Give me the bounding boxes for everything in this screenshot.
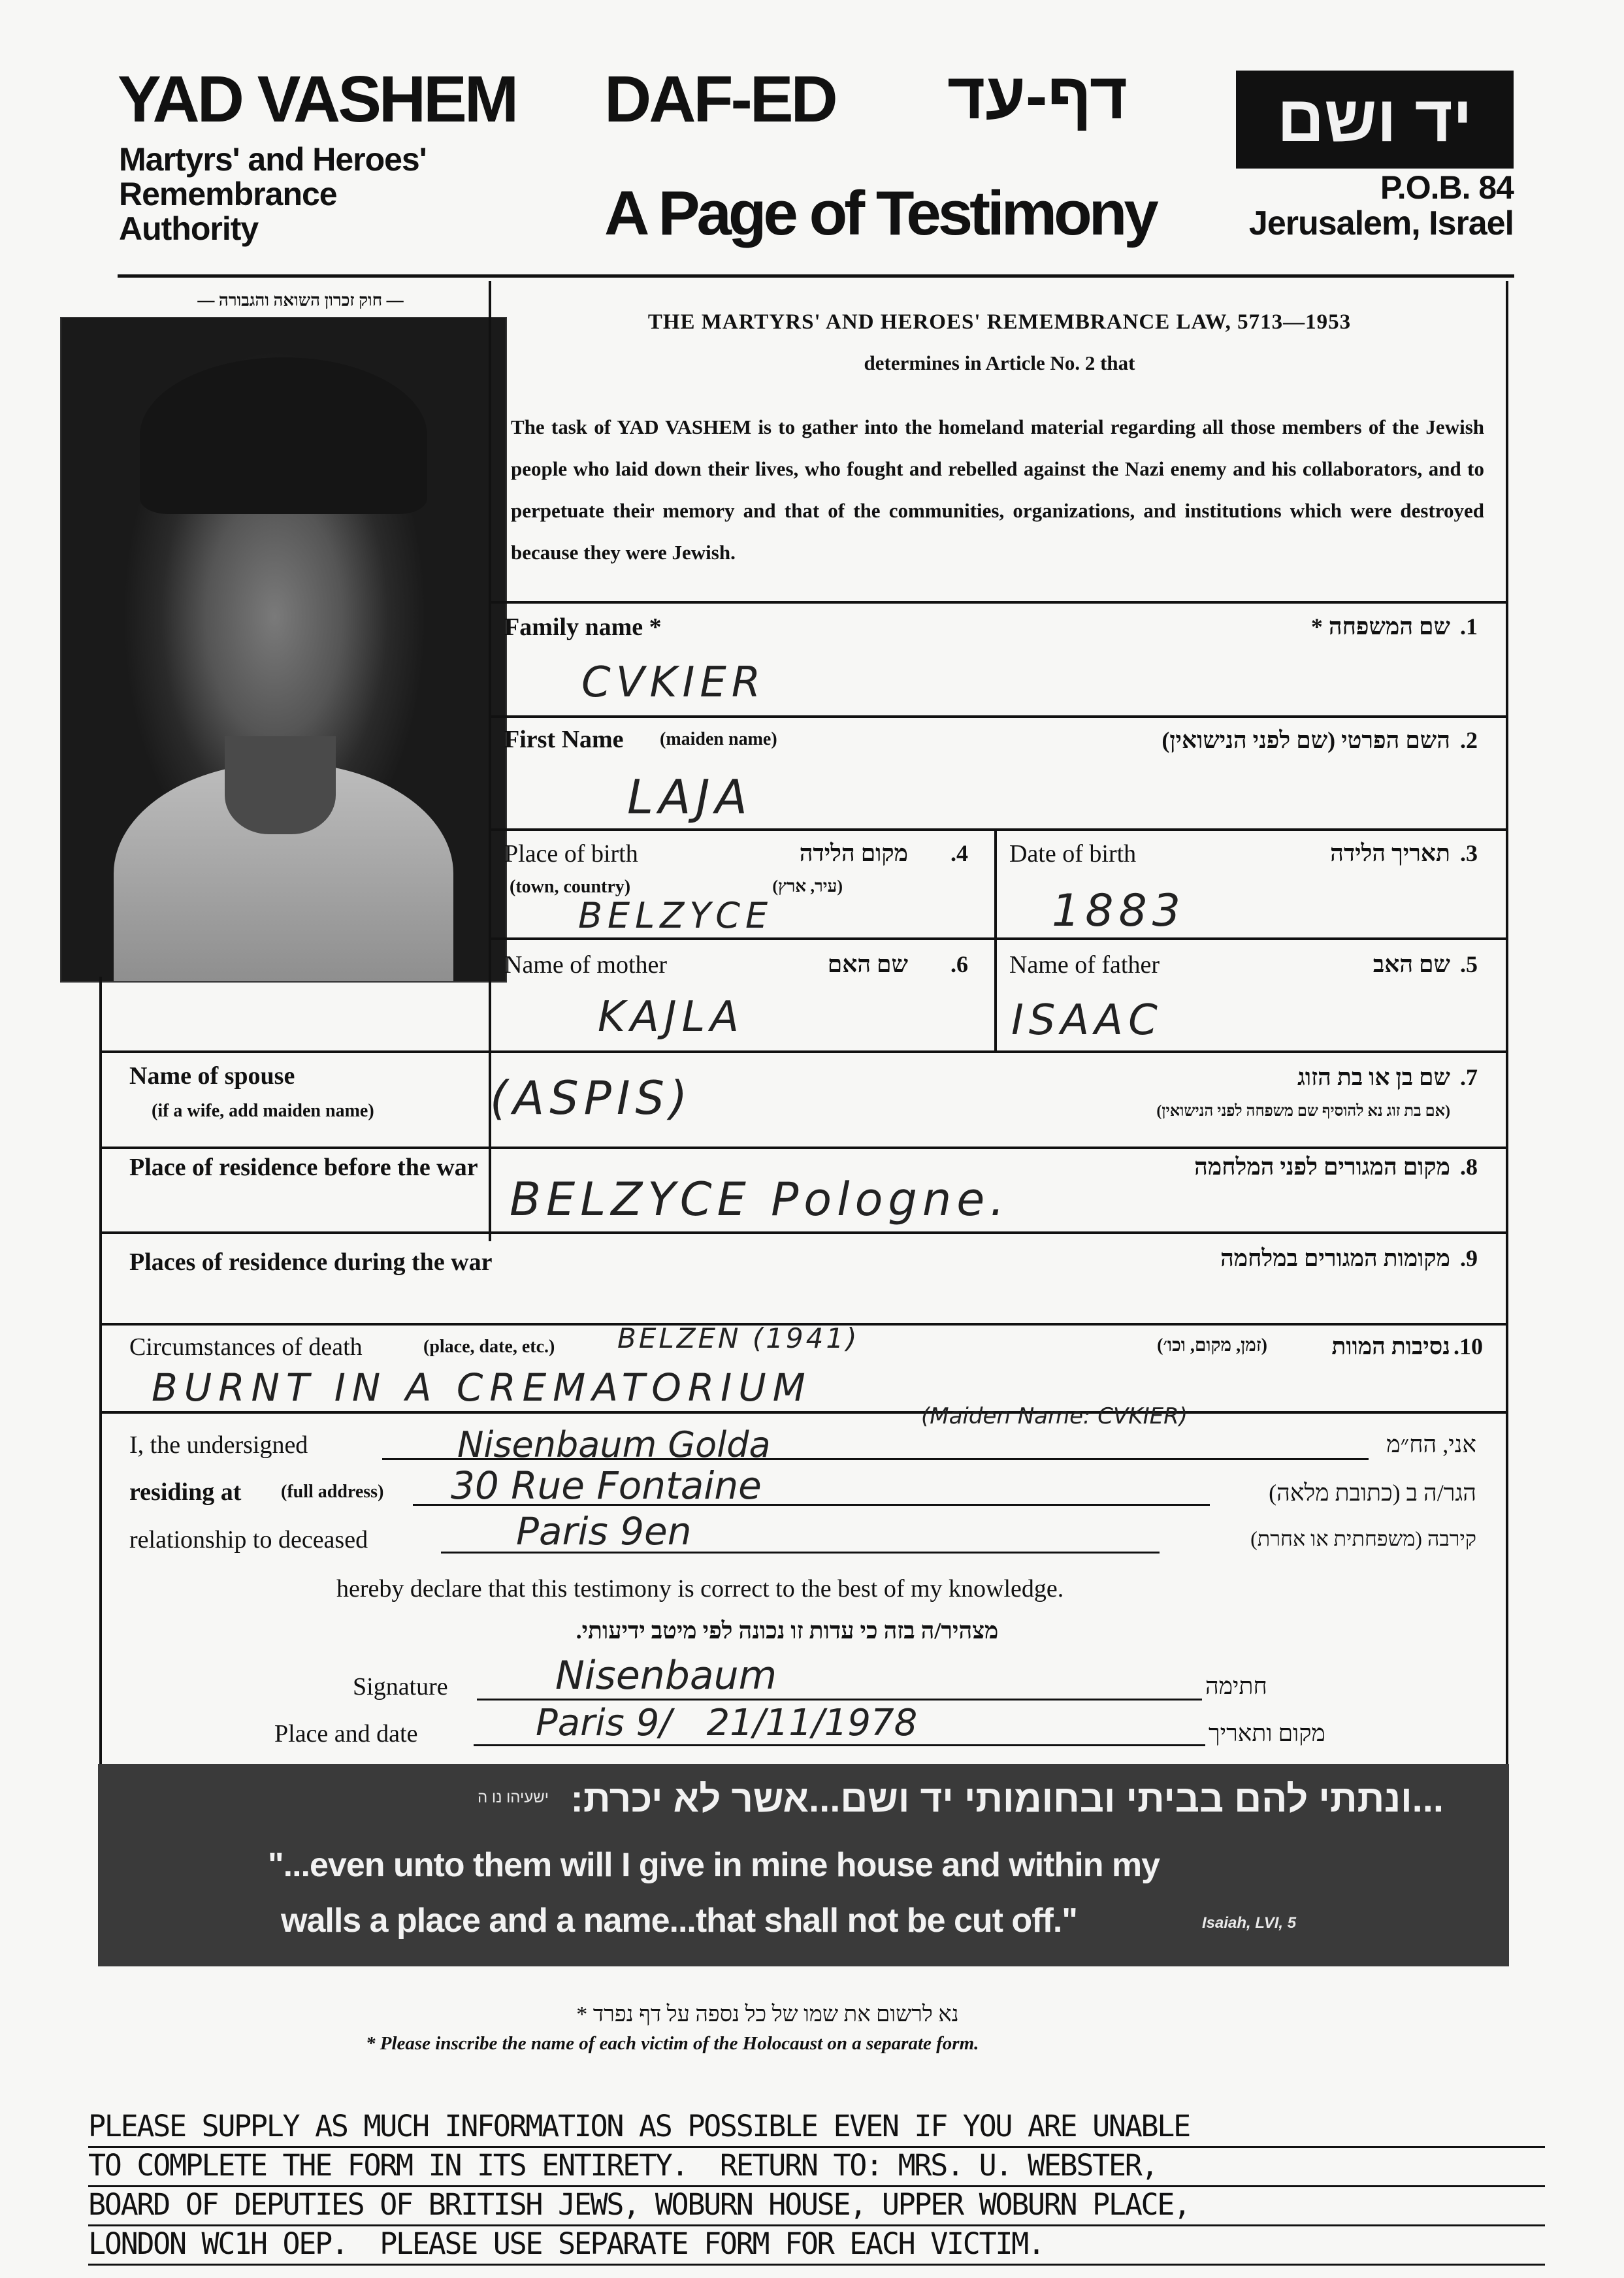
date-of-birth-num: .3 xyxy=(1460,840,1478,866)
family-name-value[interactable]: CVKIER xyxy=(581,659,766,707)
relationship-label: relationship to deceased xyxy=(129,1526,368,1554)
banner-heb: ...ונתתי להם בביתי ובחומותי יד ושם...אשר לא יכרת: xyxy=(570,1778,1444,1820)
place-date-heb: מקום ותאריך xyxy=(1209,1720,1325,1746)
law-subtitle: determines in Article No. 2 that xyxy=(864,351,1135,374)
spouse-value[interactable]: (ASPIS) xyxy=(490,1071,693,1125)
rule-f3 xyxy=(491,828,1506,831)
residing-value[interactable]: 30 Rue Fontaine xyxy=(451,1463,762,1508)
place-of-birth-num: .4 xyxy=(950,840,968,866)
father-heb: שם האב xyxy=(1372,951,1450,977)
rule-f4 xyxy=(491,937,1506,940)
declaration-statement-heb: מצהיר/ה בזה כי עדות זו נכונה לפי מיטב ידיעותי. xyxy=(576,1618,999,1644)
daf-ed-title: DAF-ED xyxy=(604,63,836,136)
daf-ed-heb: דף-עד xyxy=(947,59,1128,133)
first-name-value[interactable]: LAJA xyxy=(627,770,753,824)
residing-sub: (full address) xyxy=(281,1482,384,1502)
place-of-birth-value[interactable]: BELZYCE xyxy=(578,895,773,936)
undersigned-label: I, the undersigned xyxy=(129,1431,308,1459)
death-value[interactable]: BURNT IN A CREMATORIUM xyxy=(152,1365,812,1410)
place-date-label: Place and date xyxy=(274,1720,418,1748)
law-body: The task of YAD VASHEM is to gather into the homeland material regarding all those members of the Jewish people who laid down their lives, who fought and rebelled against the Nazi enemy and his collaborators, and to perpetuate their memory and that of the communities, organizations, and institutions which were destroyed because they were Jewish. xyxy=(511,415,1484,564)
residing-label: residing at xyxy=(129,1478,242,1506)
photo-hair xyxy=(140,357,427,514)
mother-num: .6 xyxy=(950,951,968,977)
father-label: Name of father xyxy=(1009,951,1160,979)
logo-heb: יד ושם xyxy=(1277,82,1472,155)
cell-divider-5-6 xyxy=(994,941,997,1052)
place-of-birth-heb: מקום הלידה xyxy=(799,840,908,866)
residence-during-num: .9 xyxy=(1460,1245,1478,1271)
residence-before-value[interactable]: BELZYCE Pologne. xyxy=(510,1173,1010,1226)
residence-before-label: Place of residence before the war xyxy=(129,1154,478,1181)
place-date-line xyxy=(474,1744,1205,1746)
page-title: A Page of Testimony xyxy=(604,178,1156,248)
signature-heb: חתימה xyxy=(1205,1673,1267,1699)
residence-during-heb: מקומות המגורים במלחמה xyxy=(1220,1245,1450,1271)
undersigned-note[interactable]: (Maiden Name: CVKIER) xyxy=(921,1403,1188,1429)
death-num: .10 xyxy=(1453,1333,1483,1359)
victim-photo xyxy=(60,317,507,983)
banner-heb-ref: ישעיהו נו ה xyxy=(477,1789,549,1806)
form-left-border-lower xyxy=(99,977,102,1764)
father-num: .5 xyxy=(1460,951,1478,977)
spouse-heb-sub: (אם בת זוג נא להוסיף שם משפחה לפני הנישואין) xyxy=(1156,1103,1450,1120)
banner-line-2: walls a place and a name...that shall not be cut off." xyxy=(281,1902,1077,1940)
yad-vashem-logo xyxy=(1236,71,1514,169)
date-of-birth-heb: תאריך הלידה xyxy=(1330,840,1450,866)
signature-label: Signature xyxy=(353,1673,448,1700)
place-of-birth-sub: (town, country) xyxy=(510,877,631,897)
org-sub-2: Remembrance xyxy=(119,176,337,212)
residence-before-num: .8 xyxy=(1460,1154,1478,1180)
death-heb: נסיבות המוות xyxy=(1331,1333,1450,1359)
signature-line xyxy=(477,1699,1202,1700)
declaration-statement: hereby declare that this testimony is correct to the best of my knowledge. xyxy=(336,1575,1064,1603)
header-rule xyxy=(118,274,1514,278)
org-sub-3: Authority xyxy=(119,210,259,247)
law-title: THE MARTYRS' AND HEROES' REMEMBRANCE LAW, 5713—1953 xyxy=(647,310,1352,334)
relationship-heb: קירבה (משפחתית או אחרת) xyxy=(1250,1527,1476,1550)
rule-f10 xyxy=(99,1411,1506,1414)
footnote-en: * Please inscribe the name of each victim of the Holocaust on a separate form. xyxy=(366,2033,979,2054)
place-of-birth-label: Place of birth xyxy=(504,840,638,868)
father-value[interactable]: ISAAC xyxy=(1011,996,1163,1045)
typed-note-line-4: LONDON WC1H OEP. PLEASE USE SEPARATE FORM FOR EACH VICTIM. xyxy=(88,2224,1545,2266)
form-right-border xyxy=(1506,281,1508,1764)
place-date-value[interactable]: Paris 9/ 21/11/1978 xyxy=(536,1702,918,1744)
org-sub-1: Martyrs' and Heroes' xyxy=(119,141,427,178)
undersigned-heb: אני, הח״מ xyxy=(1386,1431,1476,1457)
death-heb-sub: (זמן, מקום, וכו׳) xyxy=(1157,1335,1267,1356)
quote-banner xyxy=(98,1764,1509,1966)
family-name-label: Family name * xyxy=(504,613,662,641)
spouse-num: .7 xyxy=(1460,1064,1478,1090)
typed-note-line-2: TO COMPLETE THE FORM IN ITS ENTIRETY. RETURN TO: MRS. U. WEBSTER, xyxy=(88,2146,1545,2187)
rule-f2 xyxy=(491,715,1506,718)
org-name: YAD VASHEM xyxy=(118,63,517,136)
mother-label: Name of mother xyxy=(504,951,668,979)
residence-during-label: Places of residence during the war xyxy=(129,1248,493,1276)
rule-f6 xyxy=(99,1050,1506,1053)
spouse-label: Name of spouse xyxy=(129,1062,295,1090)
rule-f1 xyxy=(491,601,1506,604)
city: Jerusalem, Israel xyxy=(1248,204,1514,242)
banner-ref: Isaiah, LVI, 5 xyxy=(1202,1914,1297,1932)
death-inline-value[interactable]: BELZEN (1941) xyxy=(617,1322,860,1354)
family-name-heb: שם המשפחה * xyxy=(1310,613,1450,640)
typed-note-line-1: PLEASE SUPPLY AS MUCH INFORMATION AS POSSIBLE EVEN IF YOU ARE UNABLE xyxy=(88,2107,1545,2148)
rule-f8 xyxy=(99,1231,1506,1234)
first-name-heb: השם הפרטי (שם לפני הנישואין) xyxy=(1161,727,1450,753)
death-sub: (place, date, etc.) xyxy=(423,1337,555,1357)
mother-heb: שם האם xyxy=(827,951,908,977)
typed-note-line-3: BOARD OF DEPUTIES OF BRITISH JEWS, WOBURN HOUSE, UPPER WOBURN PLACE, xyxy=(88,2185,1545,2226)
residence-before-heb: מקום המגורים לפני המלחמה xyxy=(1194,1154,1450,1180)
date-of-birth-value[interactable]: 1883 xyxy=(1052,885,1186,937)
signature-value[interactable]: Nisenbaum xyxy=(555,1653,777,1699)
first-name-sub: (maiden name) xyxy=(660,729,777,749)
undersigned-value[interactable]: Nisenbaum Golda xyxy=(457,1424,771,1465)
first-name-label: First Name xyxy=(504,726,624,753)
banner-line-1: "...even unto them will I give in mine house and within my xyxy=(268,1846,1160,1884)
place-of-birth-heb-sub: (עיר, ארץ) xyxy=(772,877,843,896)
pob: P.O.B. 84 xyxy=(1380,169,1514,206)
spouse-sub: (if a wife, add maiden name) xyxy=(152,1101,374,1121)
mother-value[interactable]: KAJLA xyxy=(598,993,745,1041)
rule-f7 xyxy=(99,1147,1506,1149)
death-label: Circumstances of death xyxy=(129,1333,363,1361)
family-name-num: .1 xyxy=(1460,613,1478,640)
footnote-heb: נא לרשום את שמו של כל נספה על דף נפרד * xyxy=(576,2002,959,2026)
residing-heb: הגר/ה ב (כתובת מלאה) xyxy=(1269,1480,1476,1506)
relationship-value[interactable]: Paris 9en xyxy=(516,1509,692,1554)
first-name-num: .2 xyxy=(1460,727,1478,753)
spouse-heb: שם בן או בת הזוג xyxy=(1297,1064,1450,1090)
photo-caption: — חוק זכרון השואה והגבורה — xyxy=(197,291,404,310)
photo-neck-shadow xyxy=(225,736,336,834)
date-of-birth-label: Date of birth xyxy=(1009,840,1137,868)
